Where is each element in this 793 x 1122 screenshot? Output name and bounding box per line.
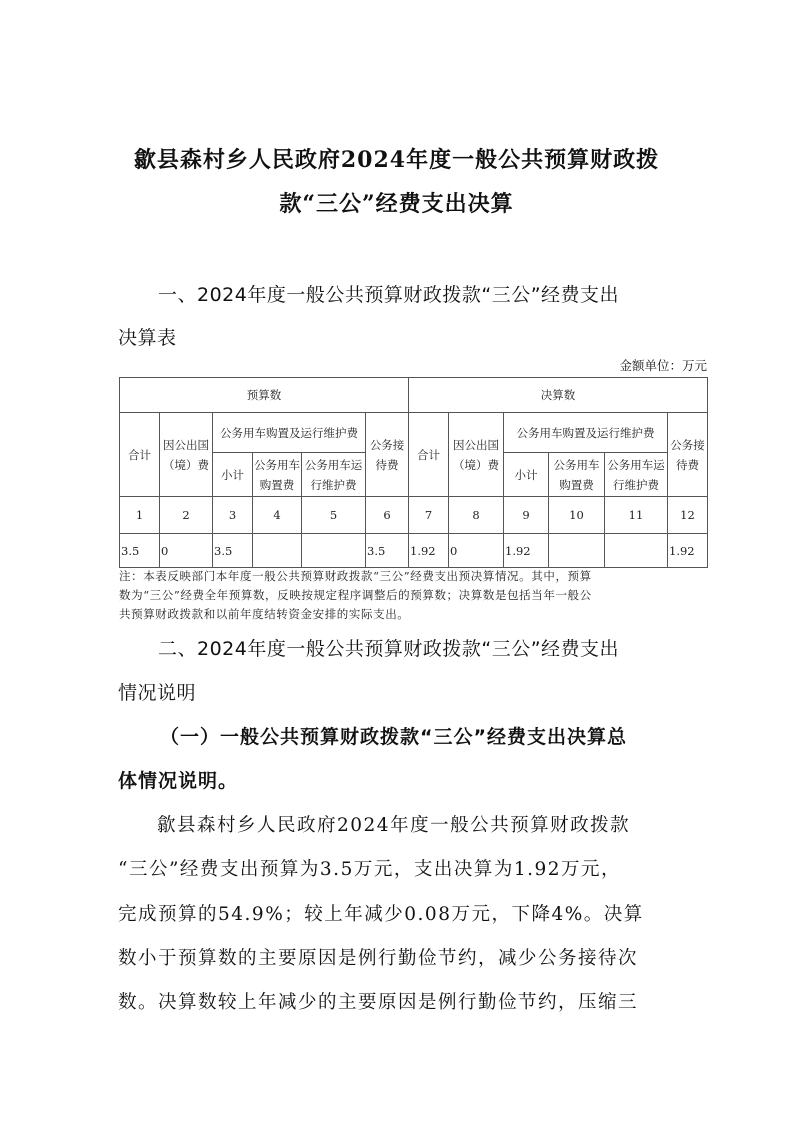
paragraph-line: 数小于预算数的主要原因是例行勤俭节约，减少公务接待次 (118, 948, 639, 969)
paragraph-line: 完成预算的54.9%；较上年减少0.08万元，下降4%。决算 (118, 904, 644, 925)
section-1-heading-line-2: 决算表 (118, 327, 177, 349)
index-cell: 9 (504, 497, 549, 534)
budget-abroad-header: 因公出国（境）费 (160, 413, 213, 497)
value-cell: 3.5 (120, 534, 160, 568)
index-cell: 7 (409, 497, 449, 534)
budget-total-header: 合计 (120, 413, 160, 497)
three-public-expenses-table (119, 377, 708, 568)
value-cell (253, 534, 302, 568)
final-reception-header: 公务接待费 (668, 413, 708, 497)
index-cell: 11 (605, 497, 668, 534)
final-total-header: 合计 (409, 413, 449, 497)
unit-label: 金额单位：万元 (619, 358, 707, 373)
value-cell: 3.5 (213, 534, 253, 568)
table-note-line-3: 共预算财政拨款和以前年度结转资金安排的实际支出。 (119, 607, 410, 621)
value-cell: 0 (160, 534, 213, 568)
budget-subtotal-header: 小计 (213, 453, 253, 497)
section-2-heading-line-2: 情况说明 (118, 682, 197, 704)
value-cell: 1.92 (668, 534, 708, 568)
final-group-header: 决算数 (409, 378, 708, 413)
index-cell: 5 (302, 497, 366, 534)
paragraph-line: 数。决算数较上年减少的主要原因是例行勤俭节约，压缩三 (118, 992, 639, 1013)
final-abroad-header: 因公出国（境）费 (449, 413, 504, 497)
final-operation-header: 公务用车运行维护费 (605, 453, 668, 497)
index-row (120, 497, 708, 534)
section-2-heading-line-1: 二、2024年度一般公共预算财政拨款“三公”经费支出 (158, 638, 620, 660)
table-note-line-2: 数为“三公”经费全年预算数，反映按规定程序调整后的预算数；决算数是包括当年一般公 (119, 588, 592, 602)
index-cell: 1 (120, 497, 160, 534)
paragraph-line: 歙县森村乡人民政府2024年度一般公共预算财政拨款 (157, 815, 631, 836)
section-1-heading-line-1: 一、2024年度一般公共预算财政拨款“三公”经费支出 (158, 284, 620, 306)
value-cell (605, 534, 668, 568)
value-cell: 3.5 (366, 534, 409, 568)
value-cell (302, 534, 366, 568)
final-purchase-header: 公务用车购置费 (549, 453, 605, 497)
budget-operation-header: 公务用车运行维护费 (302, 453, 366, 497)
index-cell: 3 (213, 497, 253, 534)
paragraph-line: “三公”经费支出预算为3.5万元，支出决算为1.92万元， (118, 859, 622, 880)
value-cell: 0 (449, 534, 504, 568)
subsection-1-heading-line-2: 体情况说明。 (118, 770, 239, 792)
data-row (120, 534, 708, 568)
document-title-line-1: 歙县森村乡人民政府2024年度一般公共预算财政拨 (133, 147, 660, 173)
index-cell: 6 (366, 497, 409, 534)
budget-purchase-header: 公务用车购置费 (253, 453, 302, 497)
document-title-line-2: 款“三公”经费支出决算 (279, 191, 514, 217)
table-note-line-1: 注：本表反映部门本年度一般公共预算财政拨款“三公”经费支出预决算情况。其中，预算 (119, 569, 592, 583)
final-vehicle-header: 公务用车购置及运行维护费 (504, 413, 668, 453)
index-cell: 2 (160, 497, 213, 534)
budget-group-header: 预算数 (120, 378, 409, 413)
budget-reception-header: 公务接待费 (366, 413, 409, 497)
value-cell: 1.92 (504, 534, 549, 568)
final-subtotal-header: 小计 (504, 453, 549, 497)
index-cell: 12 (668, 497, 708, 534)
budget-vehicle-header: 公务用车购置及运行维护费 (213, 413, 366, 453)
index-cell: 4 (253, 497, 302, 534)
value-cell: 1.92 (409, 534, 449, 568)
value-cell (549, 534, 605, 568)
index-cell: 8 (449, 497, 504, 534)
index-cell: 10 (549, 497, 605, 534)
subsection-1-heading-line-1: （一）一般公共预算财政拨款“三公”经费支出决算总 (160, 726, 627, 748)
